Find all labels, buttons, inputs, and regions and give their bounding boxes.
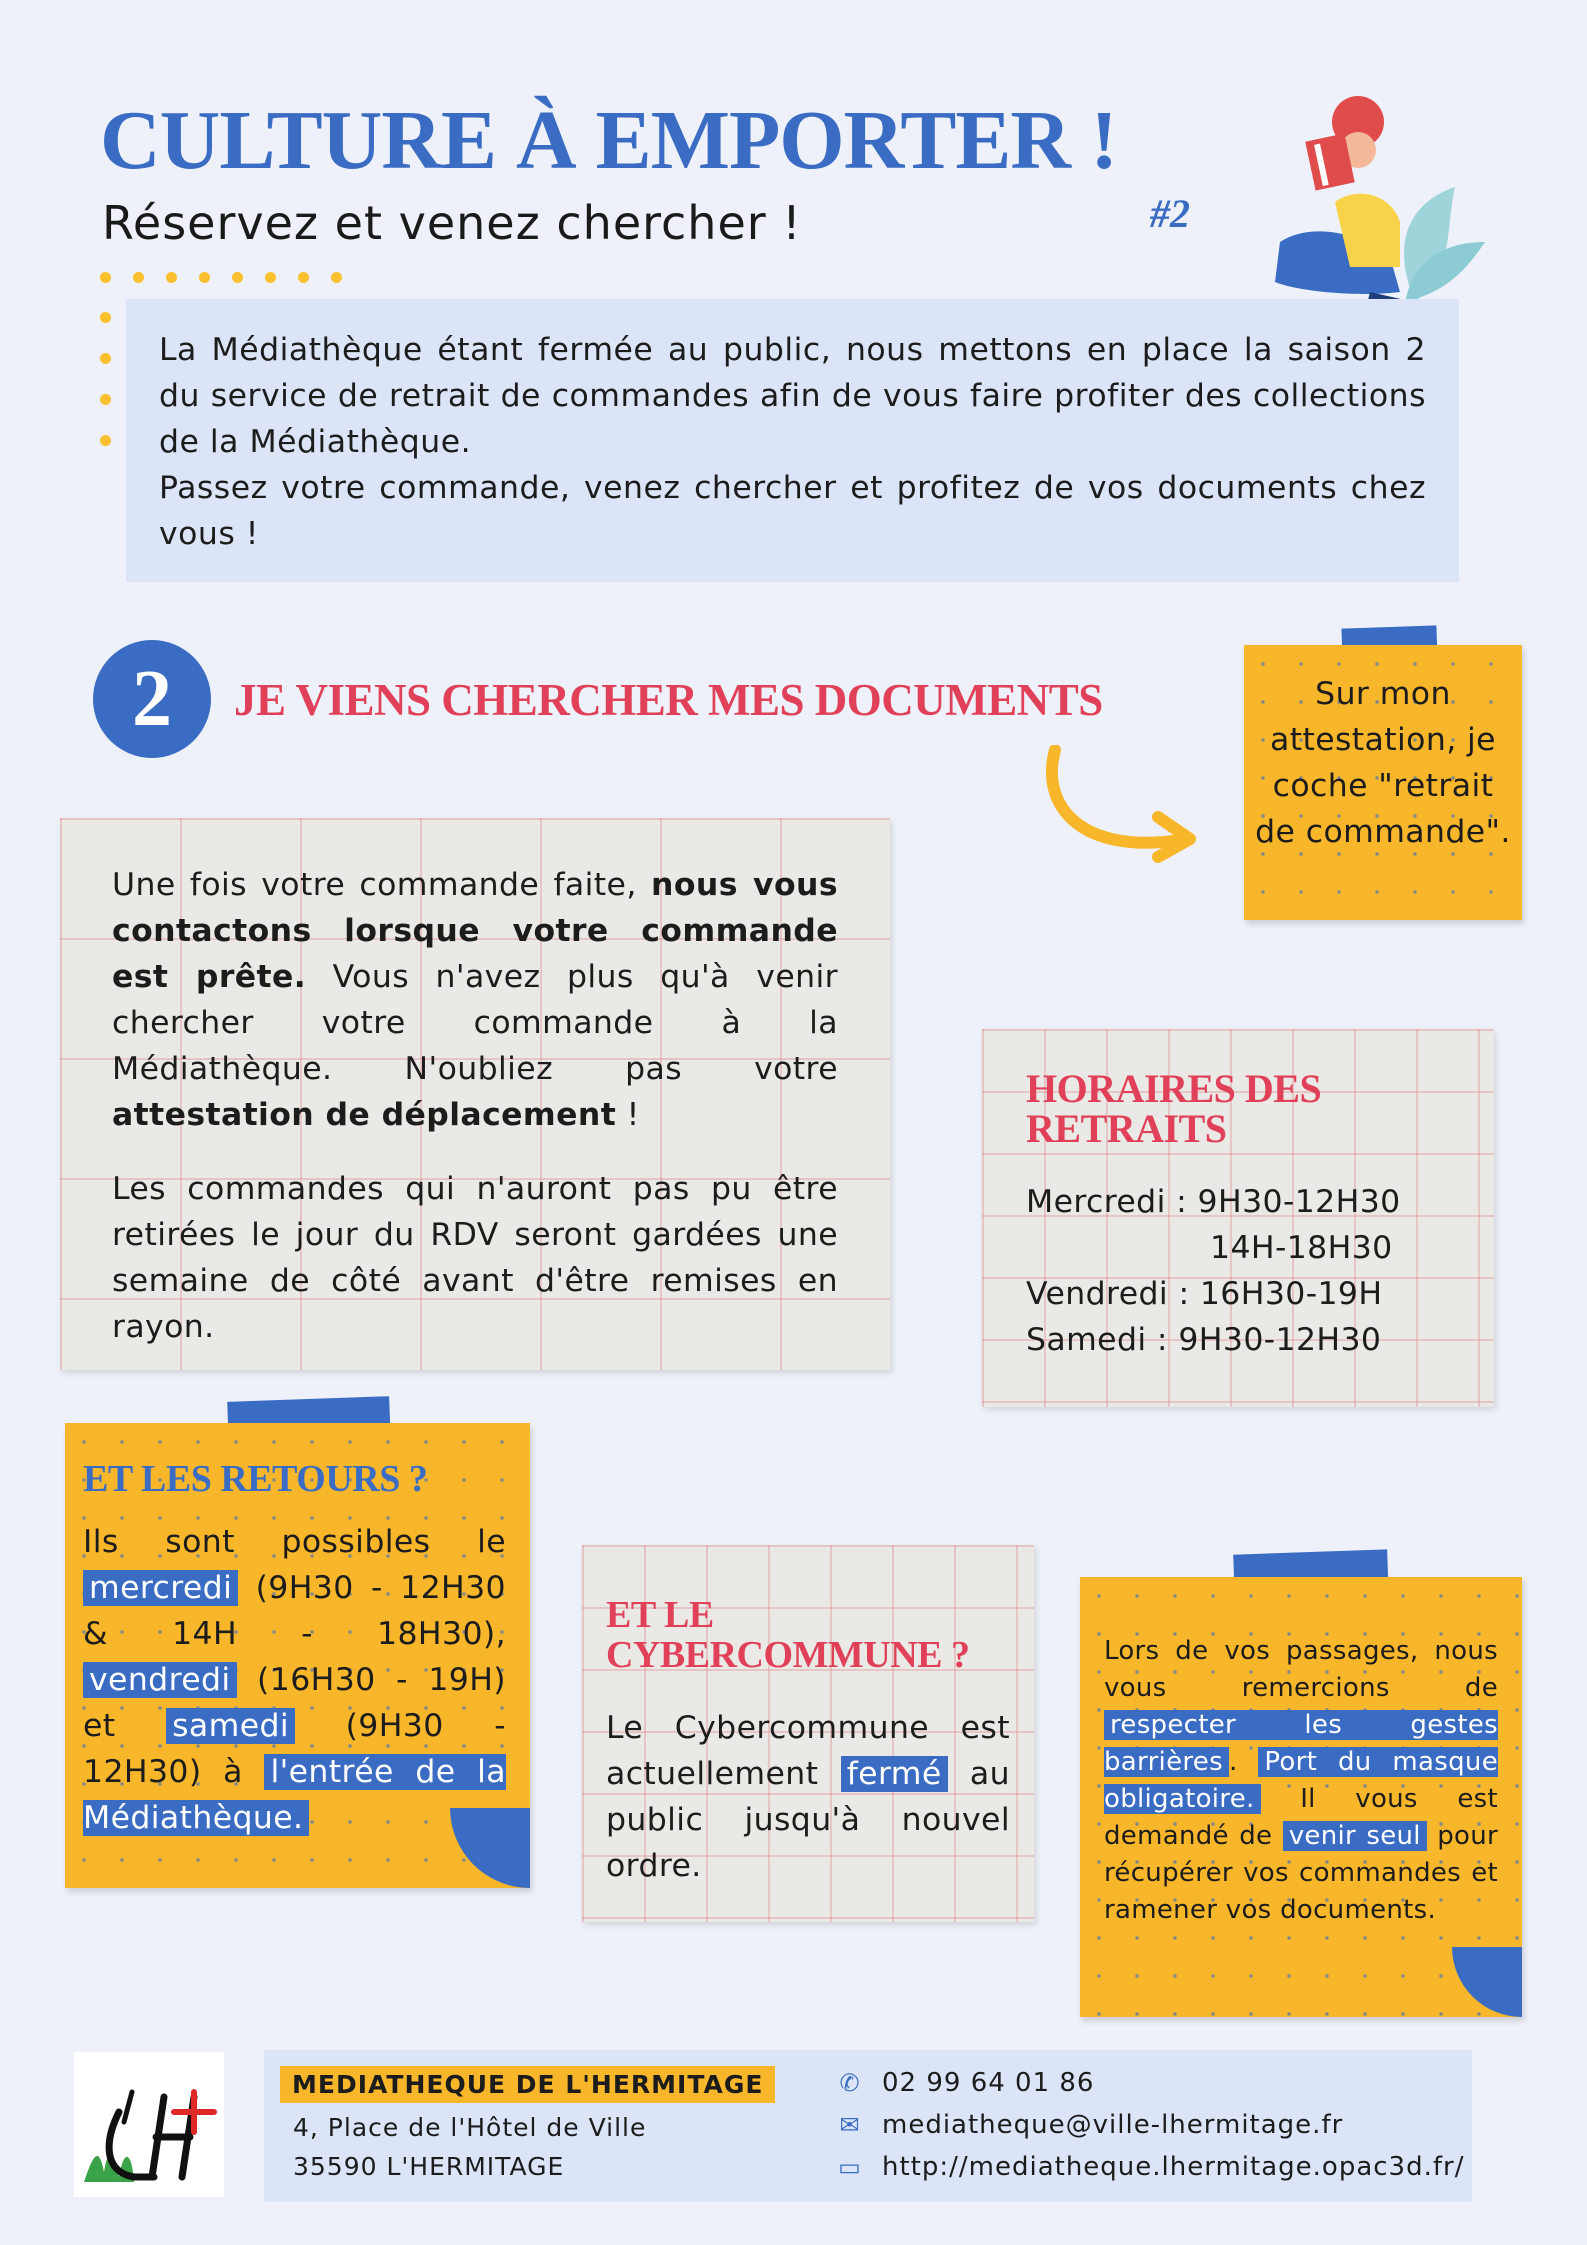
hours-friday: Vendredi : 16H30-19H <box>1026 1276 1383 1312</box>
page-subtitle: Réservez et venez chercher ! <box>102 196 802 250</box>
attestation-sticky-note <box>1244 645 1522 920</box>
decorative-dots-column <box>100 312 111 446</box>
reading-person-illustration <box>1240 92 1490 307</box>
pickup-paragraph-2: Les commandes qui n'auront pas pu être retirées le jour du RDV seront gardées une semaine de côté avant d'être remises en rayon. <box>112 1171 838 1345</box>
sanitary-rules-sticky-note: Lors de vos passages, nous vous remercions de respecter les gestes barrières . Port du masque obligatoire. Il vous est demandé de venir seul pour récupérer vos commandes et ramener vos documents. <box>1080 1577 1522 2017</box>
address-line-1: 4, Place de l'Hôtel de Ville <box>293 2113 647 2142</box>
website-link[interactable]: http://mediatheque.lhermitage.opac3d.fr/ <box>882 2152 1465 2182</box>
website-row[interactable] <box>836 2146 1464 2188</box>
cybercommune-text: Le Cybercommune est actuellement fermé au public jusqu'à nouvel ordre. <box>606 1710 1010 1884</box>
returns-title: ET LES RETOURS ? <box>83 1458 428 1500</box>
contact-list <box>836 2062 1464 2188</box>
cybercommune-card <box>582 1545 1034 1922</box>
mail-icon: ✉ <box>839 2111 861 2139</box>
phone-row[interactable] <box>836 2062 1464 2104</box>
page-curl <box>1452 1947 1522 2017</box>
library-address <box>293 2108 646 2186</box>
returns-sticky-note <box>65 1423 530 1888</box>
intro-text-2: Passez votre commande, venez chercher et profitez de vos documents chez vous ! <box>159 470 1426 552</box>
step-number-badge: 2 <box>93 640 211 758</box>
attestation-text: Sur mon attestation, je coche "retrait de commande". <box>1255 676 1511 850</box>
pickup-info-note <box>60 818 890 1370</box>
decorative-dots-row <box>100 272 342 283</box>
intro-box <box>126 299 1459 582</box>
library-logo <box>74 2052 224 2197</box>
cybercommune-title: ET LE CYBERCOMMUNE ? <box>606 1594 970 1676</box>
pickup-hours-card <box>982 1029 1494 1407</box>
email-row[interactable] <box>836 2104 1464 2146</box>
curved-arrow-icon <box>1040 745 1200 875</box>
library-name: MEDIATHEQUE DE L'HERMITAGE <box>280 2066 775 2103</box>
hours-saturday: Samedi : 9H30-12H30 <box>1026 1322 1382 1358</box>
issue-number: #2 <box>1150 191 1190 236</box>
section-title: JE VIENS CHERCHER MES DOCUMENTS <box>234 675 1103 725</box>
computer-icon: ▭ <box>838 2153 862 2181</box>
hours-wednesday-afternoon: 14H-18H30 <box>1210 1230 1393 1266</box>
page-title: CULTURE À EMPORTER ! <box>100 94 1118 187</box>
hours-title: HORAIRES DES RETRAITS <box>1026 1066 1322 1151</box>
returns-text: Ils sont possibles le mercredi (9H30 - 12H30 & 14H - 18H30), vendredi (16H30 - 19H) et samedi (9H30 - 12H30) à l'entrée de la Médiathèque. <box>83 1524 506 1836</box>
phone-number[interactable]: 02 99 64 01 86 <box>882 2068 1095 2098</box>
intro-text-1: La Médiathèque étant fermée au public, nous mettons en place la saison 2 du service de retrait de commandes afin de vous faire profiter des collections de la Médiathèque. <box>159 332 1426 460</box>
phone-icon: ✆ <box>839 2069 861 2097</box>
email-link[interactable]: mediatheque@ville-lhermitage.fr <box>882 2110 1344 2140</box>
pickup-paragraph-1: Une fois votre commande faite, nous vous contactons lorsque votre commande est prête. Vous n'avez plus qu'à venir chercher votre commande à la Médiathèque. N'oubliez pas votre attestation de déplacement ! <box>112 867 838 1133</box>
page-curl <box>450 1808 530 1888</box>
address-line-2: 35590 L'HERMITAGE <box>293 2152 565 2181</box>
hours-wednesday: Mercredi : 9H30-12H30 <box>1026 1184 1401 1220</box>
